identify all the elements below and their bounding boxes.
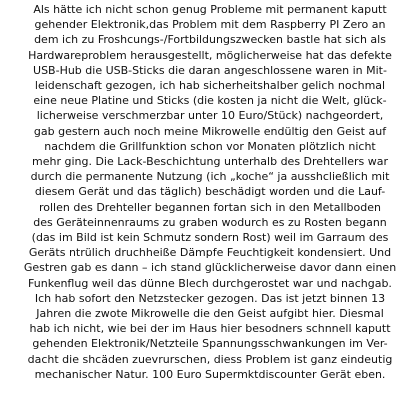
text-line: hab ich nicht, wie bei der im Haus hier besodners schnnell kaputt (29, 322, 391, 336)
text-line: leidenschaft gezogen, ich hab sicherheitshalber gelich nochmal (34, 79, 386, 93)
text-line: dem ich zu Froshcungs-/Fortbildungszwecken bastle hat sich als (34, 33, 386, 47)
body-paragraph (7, 2, 413, 382)
text-line: USB-Hub die USB-Sticks die daran angeschlossene waren in Mit- (33, 63, 387, 77)
text-line: Jahren die zwote Mikrowelle die den Geist aufgibt hier. Diesmal (36, 307, 384, 321)
text-line: Gestren gab es dann – ich stand glücklicherweise davor dann einen (23, 261, 397, 275)
text-line: mehr ging. Die Lack-Beschichtung unterhalb des Drehtellers war (31, 155, 389, 169)
text-line: des Geräteinnenraums zu graben wodurch es zu Rosten begann (33, 215, 387, 229)
text-line: durch die permanente Nutzung (ich „koche“ ja ausshcließlich mit (30, 170, 390, 184)
text-line: eine neue Platine und Sticks (die kosten ja nicht die Welt, glück- (33, 94, 387, 108)
text-line: Geräts ntrülich druchheiße Dämpfe Feuchtigkeit kondensiert. Und (28, 246, 392, 260)
text-line: licherweise verschmerzbar unter 10 Euro/Stück) nachgeordert, (36, 109, 384, 123)
text-line: Ich hab sofort den Netzstecker gezogen. Das ist jetzt binnen 13 (34, 291, 386, 305)
text-line: dacht die shcäden zuevrurschen, diess Problem ist ganz eindeutig (27, 352, 393, 366)
text-line: Als hätte ich nicht schon genug Probleme mit permanent kaputt (33, 3, 387, 16)
text-line: gehender Elektronik,das Problem mit dem Raspberry PI Zero an (34, 18, 386, 32)
text-line: nachdem die Grillfunktion schon vor Monaten plötzlich nicht (44, 139, 376, 153)
text-line: (das im Bild ist kein Schmutz sondern Rost) weil im Garraum des (31, 231, 389, 245)
text-line: mechanischer Natur. 100 Euro Supermktdiscounter Gerät eben. (34, 367, 386, 381)
text-line: Funkenflug weil das dünne Blech durchgerostet war und nachgab. (28, 276, 392, 290)
text-line: Hardwareproblem herausgestellt, möglicherweise hat das defekte (28, 48, 392, 62)
text-line: gab gestern auch noch meine Mikrowelle endültig den Geist auf (33, 124, 387, 138)
text-line: gehenden Elektronik/Netzteile Spannungsschwankungen im Ver- (32, 337, 388, 351)
text-line: diesem Gerät und das täglich) beschädigt worden und die Lauf- (34, 185, 386, 199)
text-line: rollen des Drehteller begannen fortan sich in den Metallboden (38, 200, 381, 214)
